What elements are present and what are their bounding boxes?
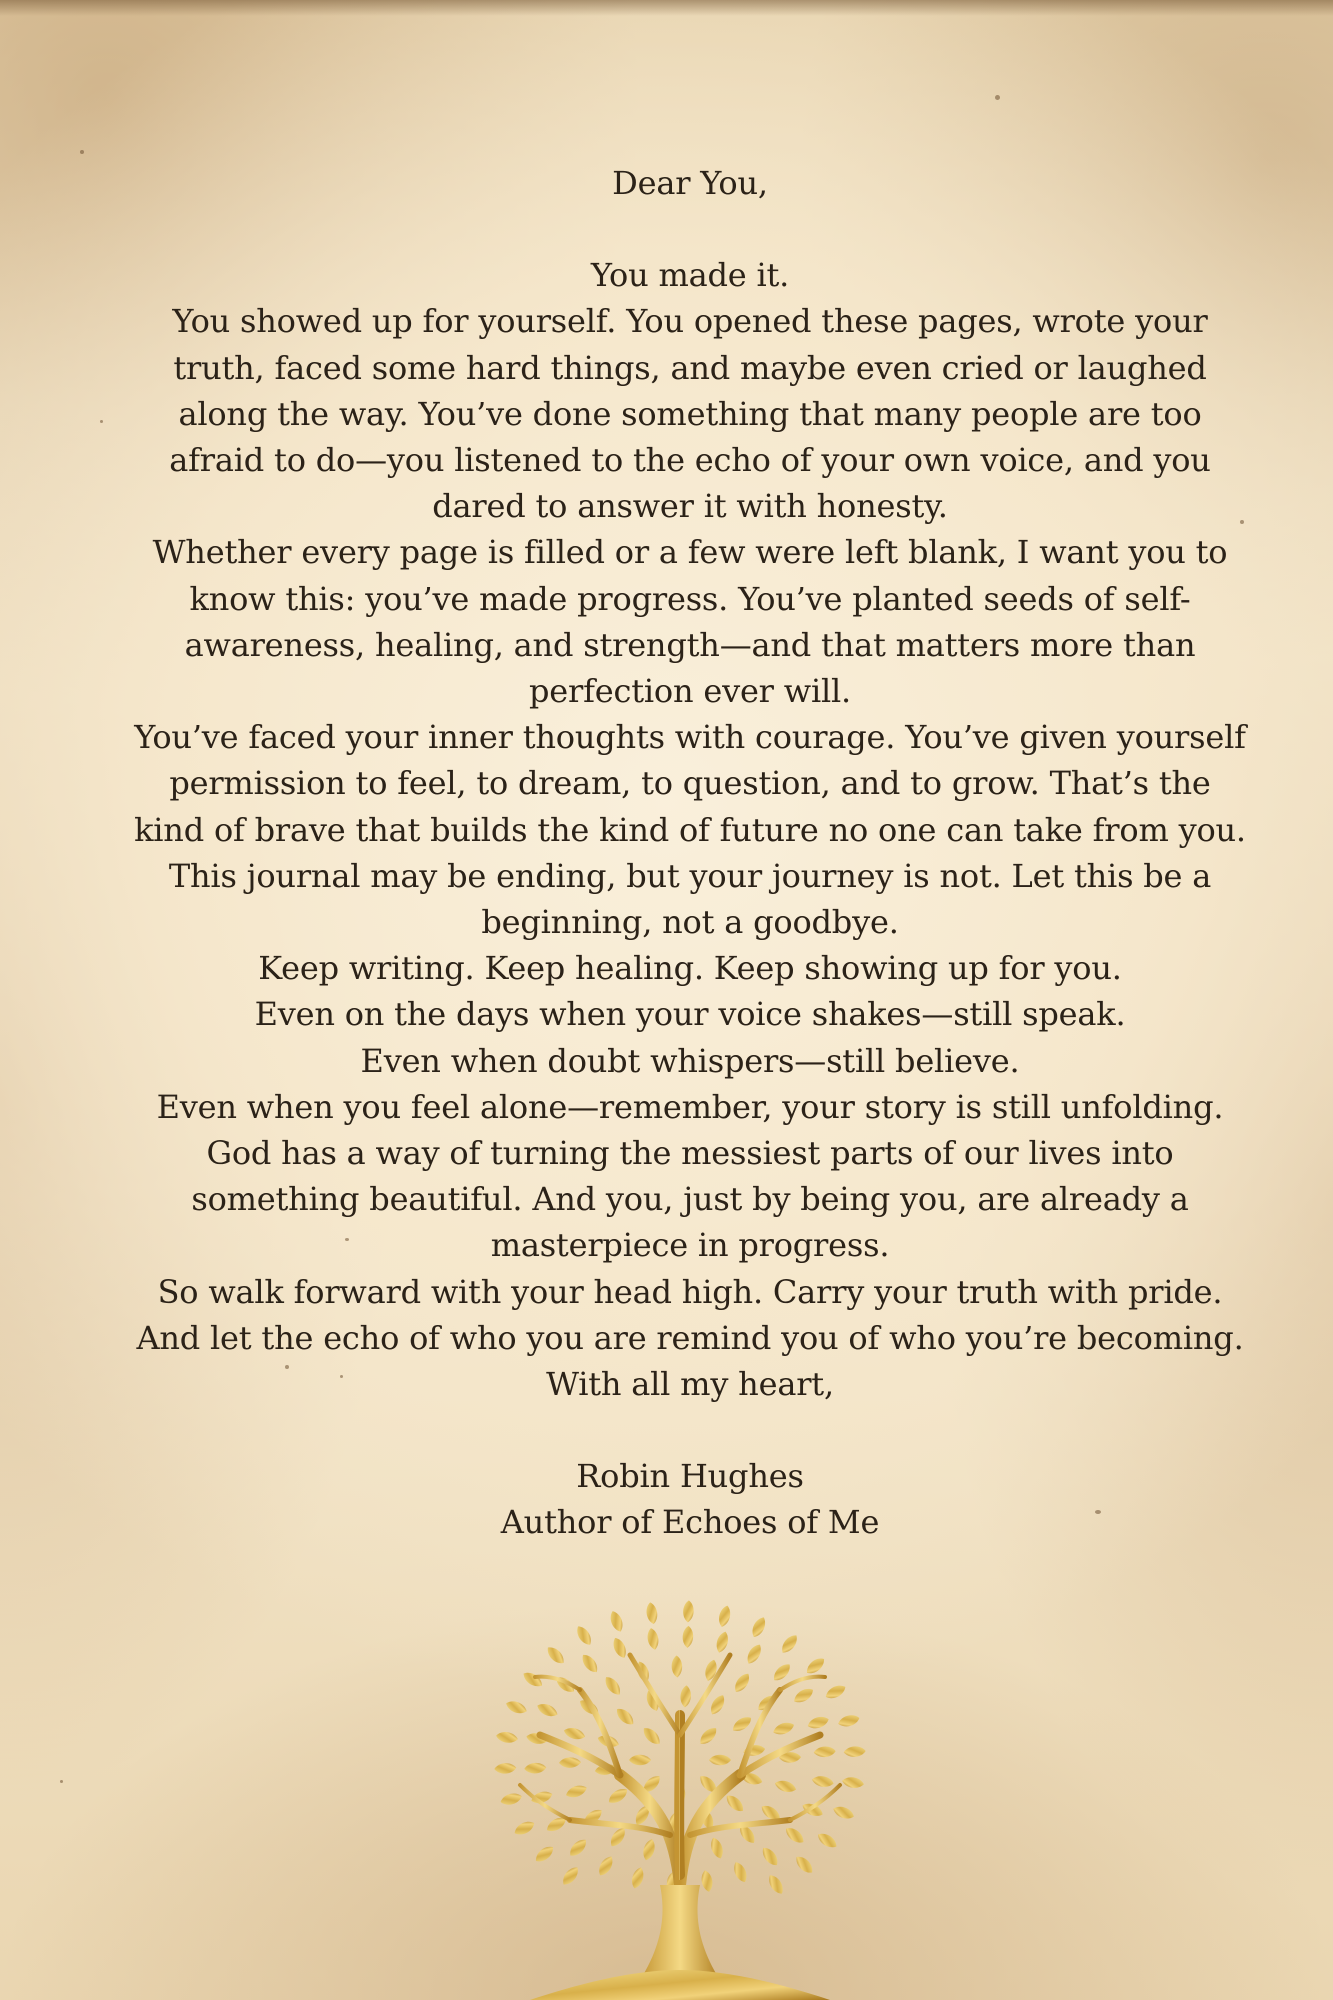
tree-leaf: [759, 1845, 781, 1869]
tree-leaf: [512, 1818, 536, 1837]
tree-leaf: [804, 1655, 828, 1677]
tree-leaf: [841, 1776, 864, 1790]
paper-speck: [60, 1780, 63, 1783]
tree-leaf: [610, 1636, 629, 1660]
tree-leaf: [567, 1836, 590, 1859]
letter-paragraph: And let the echo of who you are remind you of who you’re becoming.: [136, 1318, 1244, 1357]
tree-leaf: [731, 1860, 750, 1884]
tree-leaf: [717, 1604, 733, 1628]
tree-leaf: [504, 1698, 528, 1716]
letter-paragraph: Even on the days when your voice shakes—still speak.: [254, 995, 1126, 1034]
letter-paragraph: So walk forward with your head high. Carry your truth with pride.: [157, 1272, 1223, 1311]
tree-leaf: [793, 1853, 816, 1876]
tree-leaf: [521, 1669, 545, 1690]
tree-leaf: [606, 1785, 630, 1806]
tree-leaf: [709, 1755, 731, 1766]
letter-paragraph: Even when you feel alone—remember, your story is still unfolding.: [156, 1087, 1224, 1126]
tree-leaf: [683, 1600, 695, 1622]
tree-leaf: [783, 1825, 807, 1847]
letter-salutation: Dear You,: [612, 164, 768, 202]
signature-title: Author of Echoes of Me: [500, 1503, 880, 1542]
tree-leaf: [779, 1632, 801, 1656]
tree-leaf: [499, 1791, 523, 1807]
tree-leaf: [714, 1630, 730, 1654]
tree-leaf: [544, 1644, 567, 1667]
tree-leaf: [671, 1655, 682, 1677]
signature-name: Robin Hughes: [576, 1457, 804, 1496]
letter-paragraph: God has a way of turning the messiest parts of our lives into something beautiful. And you, just by being you, are already a masterpiece in progress.: [191, 1134, 1189, 1265]
tree-leaf: [559, 1757, 581, 1768]
paper-speck: [100, 420, 103, 423]
tree-leaf: [524, 1762, 547, 1774]
tree-leaf: [723, 1792, 746, 1815]
letter-paragraph: This journal may be ending, but your journey is not. Let this be a beginning, not a goodbye.: [168, 856, 1212, 942]
tree-leaf: [770, 1661, 793, 1684]
paper-top-edge: [0, 0, 1333, 16]
tree-leaf: [533, 1843, 557, 1865]
tree-leaf: [596, 1854, 616, 1878]
tree-leaf: [574, 1624, 595, 1648]
tree-leaf: [749, 1615, 768, 1639]
blank-line: [130, 1407, 1250, 1453]
tree-leaf: [791, 1685, 815, 1705]
tree-leaf: [680, 1685, 692, 1708]
letter-paragraph: You’ve faced your inner thoughts with courage. You’ve given yourself permission to feel, to dream, to question, and to grow. That’s the kind of brave that builds the kind of future no one can take from you.: [134, 718, 1246, 849]
tree-leaf: [815, 1830, 839, 1851]
tree-leaf: [708, 1836, 725, 1860]
tree-leaf: [744, 1642, 764, 1666]
tree-leaf: [843, 1746, 866, 1758]
letter-paragraph: Keep writing. Keep healing. Keep showing up for you.: [258, 949, 1122, 988]
letter-body: [130, 160, 1250, 1546]
tree-leaf: [640, 1725, 663, 1748]
tree-leaf: [806, 1714, 830, 1731]
tree-leaf: [708, 1693, 728, 1717]
tree-leaf: [697, 1725, 720, 1748]
tree-leaf: [730, 1714, 754, 1735]
tree-leaf: [608, 1609, 626, 1633]
letter-closing: With all my heart,: [546, 1365, 834, 1404]
paper-speck: [80, 150, 84, 154]
tree-leaf: [837, 1713, 861, 1729]
letter-paragraph: You showed up for yourself. You opened these pages, wrote your truth, faced some hard things, and maybe even cried or laughed along the way. You’ve done something that many people are too afraid to do—you listened to the echo of your own voice, and you dared to answer it with honesty.: [169, 302, 1211, 526]
tree-leaf: [562, 1725, 586, 1741]
tree-leaf: [831, 1804, 855, 1822]
tree-leaf: [535, 1701, 559, 1720]
paper-speck: [995, 95, 1000, 100]
tree-leaf: [811, 1774, 834, 1788]
tree-leaf: [645, 1602, 659, 1625]
tree-leaf: [564, 1783, 588, 1800]
tree-leaf: [641, 1838, 657, 1862]
tree-leaf: [560, 1864, 582, 1888]
letter-paragraph: Whether every page is filled or a few were left blank, I want you to know this: you’ve made progress. You’ve planted seeds of self-awareness, healing, and strength—and that matters more than perfection ever will.: [152, 533, 1228, 711]
tree-leaf: [579, 1652, 601, 1676]
tree-leaf: [682, 1626, 694, 1649]
letter-paragraph: You made it.: [590, 256, 790, 295]
tree-leaf: [495, 1731, 518, 1745]
tree-leaf: [629, 1866, 645, 1890]
tree-leaf: [765, 1872, 786, 1896]
blank-line: [130, 206, 1250, 252]
tree-leaf: [700, 1869, 714, 1893]
letter-paragraph: Even when doubt whispers—still believe.: [360, 1041, 1020, 1080]
tree-leaf: [813, 1746, 836, 1758]
tree-of-life-icon: [470, 1585, 890, 2000]
tree-leaf: [823, 1682, 847, 1701]
tree-leaf: [494, 1763, 517, 1775]
tree-leaf: [629, 1755, 651, 1766]
tree-leaf: [646, 1627, 660, 1651]
tree-leaf: [732, 1671, 753, 1695]
tree-leaf: [773, 1778, 797, 1794]
tree-leaf: [613, 1705, 636, 1728]
tree-leaf: [602, 1674, 624, 1698]
tree-leaf: [771, 1720, 795, 1737]
